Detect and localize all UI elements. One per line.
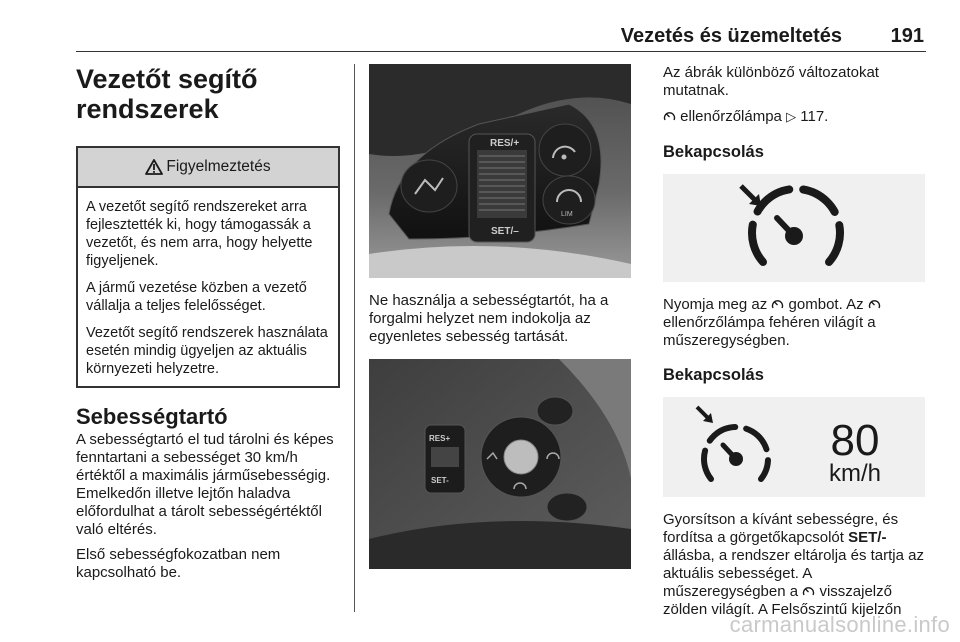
column-divider [354,64,355,612]
press-text-a: Nyomja meg az [663,296,768,313]
page-number: 191 [890,25,924,47]
speed-unit: km/h [828,460,882,487]
column-middle [369,64,631,569]
page-title-line2: rendszerek [76,94,219,124]
set-minus-key: SET/- [848,529,887,546]
cruise-control-icon [771,298,784,310]
warning-body [78,188,338,386]
column-left [76,64,340,582]
press-text-c: ellenőrzőlámpa fehéren világít a műszeregységben. [663,314,876,349]
cruise-control-lamp-icon [697,407,768,479]
set-minus-label: SET/– [491,226,519,237]
warning-box [76,146,340,388]
running-title: Vezetés és üzemeltetés [620,25,842,47]
subtitle-switch-on-1: Bekapcsolás [663,143,764,161]
warning-triangle-icon [145,159,163,175]
page-header [76,22,926,52]
accelerate-text [663,511,925,619]
photo-caption: Ne használja a sebességtartót, ha a forgalmi helyzet nem indokolja az egyenletes sebesség tartását. [369,292,609,345]
cruise-lamp-illustration [663,174,925,282]
cruise-control-lamp-icon [663,174,925,282]
cruise-control-icon [802,585,815,597]
warning-paragraph-3: Vezetőt segítő rendszerek használata esetén mindig ügyeljen az aktuális környezeti helyzetre. [86,325,328,377]
page-title [76,64,340,124]
warning-paragraph-2: A jármű vezetése közben a vezető vállalja a teljes felelősséget. [86,280,307,314]
page-title-line1: Vezetőt segítő [76,64,258,94]
res-label: RES+ [429,434,451,443]
lamp-reference [663,108,925,126]
press-text-b: gombot. Az [788,296,864,313]
press-button-text [663,296,925,350]
column-right [663,64,925,619]
watermark: carmanualsonline.info [729,612,950,637]
cruise-paragraph-1: A sebességtartó el tud tárolni és képes fenntartani a sebességet 30 km/h értéktől a maximális járműsebességig. Emelkedőn illetve lejtőn haladva előfordulhat a tárolt sebességértéktől való eltérés. [76,431,334,538]
accel-text-b: állásba, a rendszer eltárolja és tartja az aktuális sebességet. A műszeregységben a [663,547,924,600]
lamp-page-ref[interactable]: 117. [800,108,829,125]
set-label: SET- [431,476,449,485]
lim-label: LIM [561,211,573,218]
warning-heading: Figyelmeztetés [166,158,271,175]
section-title-cruise: Sebességtartó [76,404,228,429]
accel-text-a: Gyorsítson a kívánt sebességre, és fordítsa a görgetőkapcsolót [663,511,899,546]
steering-switch-photo-2 [369,359,631,569]
cruise-speed-illustration [663,397,925,497]
res-plus-label: RES/+ [490,138,520,149]
lamp-text: ellenőrzőlámpa [680,108,782,125]
subtitle-switch-on-2: Bekapcsolás [663,366,764,384]
speed-value: 80 [830,416,880,465]
accel-text-c: visszajelző zölden világít. A Felsőszintű kijelzőn [663,583,902,618]
warning-header [78,148,338,188]
cruise-control-icon [868,298,881,310]
cruise-paragraph-2: Első sebességfokozatban nem kapcsolható be. [76,546,281,581]
cruise-control-icon [663,110,676,122]
reference-arrow-icon: ▷ [786,109,797,124]
variants-note: Az ábrák különböző változatokat mutatnak. [663,64,879,99]
warning-paragraph-1: A vezetőt segítő rendszereket arra fejlesztették ki, hogy támogassák a vezetőt, és nem arra, hogy helyette figyeljenek. [86,199,313,269]
steering-switch-photo-1 [369,64,631,278]
